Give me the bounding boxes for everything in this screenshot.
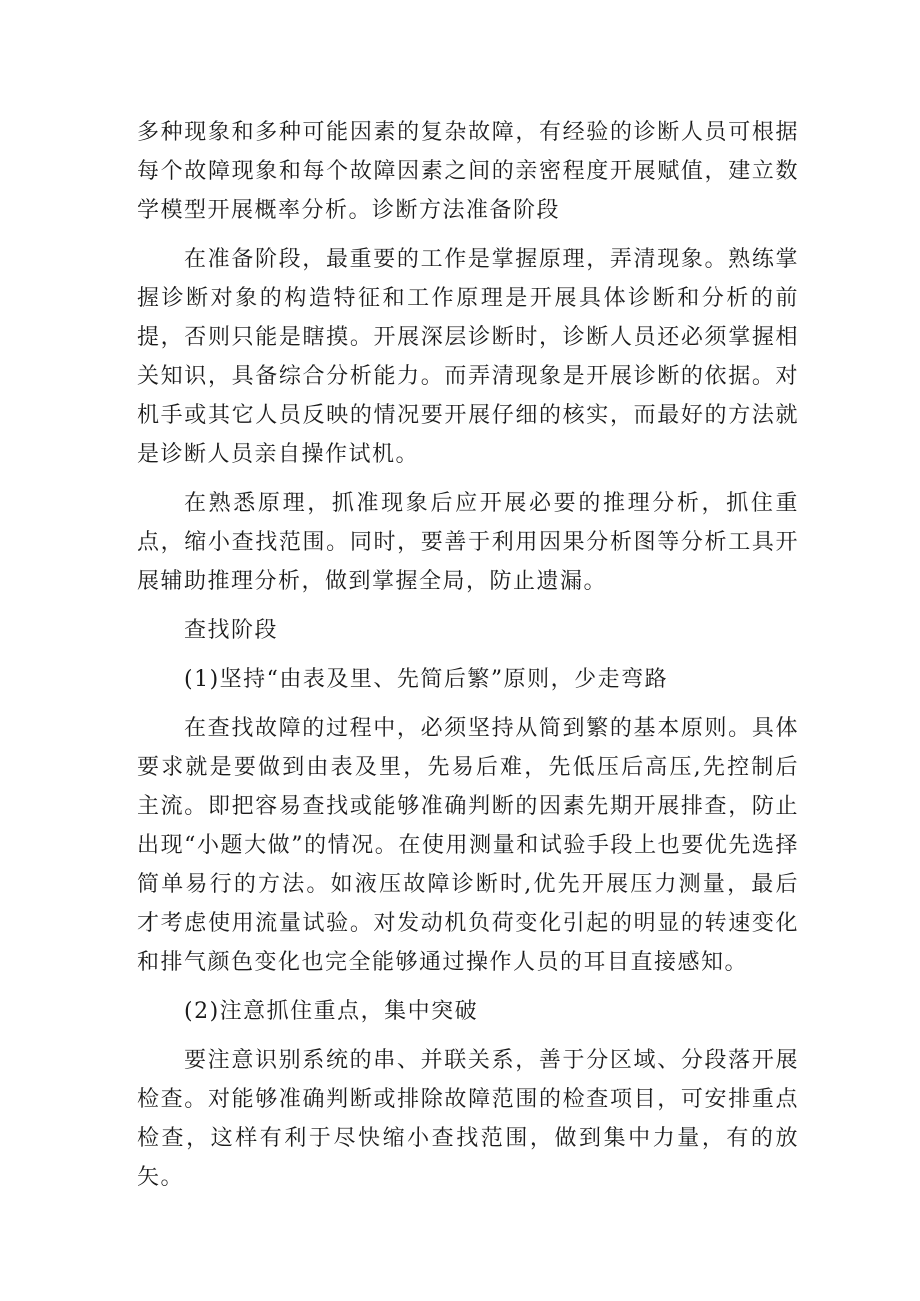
document-body [137, 113, 799, 1207]
paragraph-preparation: 在准备阶段，最重要的工作是掌握原理，弄清现象。熟练掌握诊断对象的构造特征和工作原理是开展具体诊断和分析的前提，否则只能是瞎摸。开展深层诊断时，诊断人员还必须掌握相关知识，具备综合分析能力。而弄清现象是开展诊断的依据。对机手或其它人员反映的情况要开展仔细的核实，而最好的方法就是诊断人员亲自操作试机。 [137, 247, 799, 467]
paragraph-intro: 多种现象和多种可能因素的复杂故障，有经验的诊断人员可根据每个故障现象和每个故障因素之间的亲密程度开展赋值，建立数学模型开展概率分析。诊断方法准备阶段 [137, 120, 799, 223]
subheading-principle-2: (2)注意抓住重点，集中突破 [184, 999, 479, 1024]
subheading-principle-1: (1)坚持“由表及里、先简后繁”原则，少走弯路 [184, 667, 669, 692]
paragraph-simple-to-complex: 在查找故障的过程中，必须坚持从简到繁的基本原则。具体要求就是要做到由表及里，先易后难，先低压后高压,先控制后主流。即把容易查找或能够准确判断的因素先期开展排查，防止出现“小题大做”的情况。在使用测量和试验手段上也要优先选择简单易行的方法。如液压故障诊断时,优先开展压力测量，最后才考虑使用流量试验。对发动机负荷变化引起的明显的转速变化和排气颜色变化也完全能够通过操作人员的耳目直接感知。 [137, 716, 799, 975]
paragraph-focus-key-points: 要注意识别系统的串、并联关系，善于分区域、分段落开展检查。对能够准确判断或排除故障范围的检查项目，可安排重点检查，这样有利于尽快缩小查找范围，做到集中力量，有的放矢。 [137, 1048, 799, 1190]
paragraph-reasoning: 在熟悉原理，抓准现象后应开展必要的推理分析，抓住重点，缩小查找范围。同时，要善于利用因果分析图等分析工具开展辅助推理分析，做到掌握全局，防止遗漏。 [137, 491, 799, 594]
section-heading-search-stage: 查找阶段 [184, 618, 279, 643]
